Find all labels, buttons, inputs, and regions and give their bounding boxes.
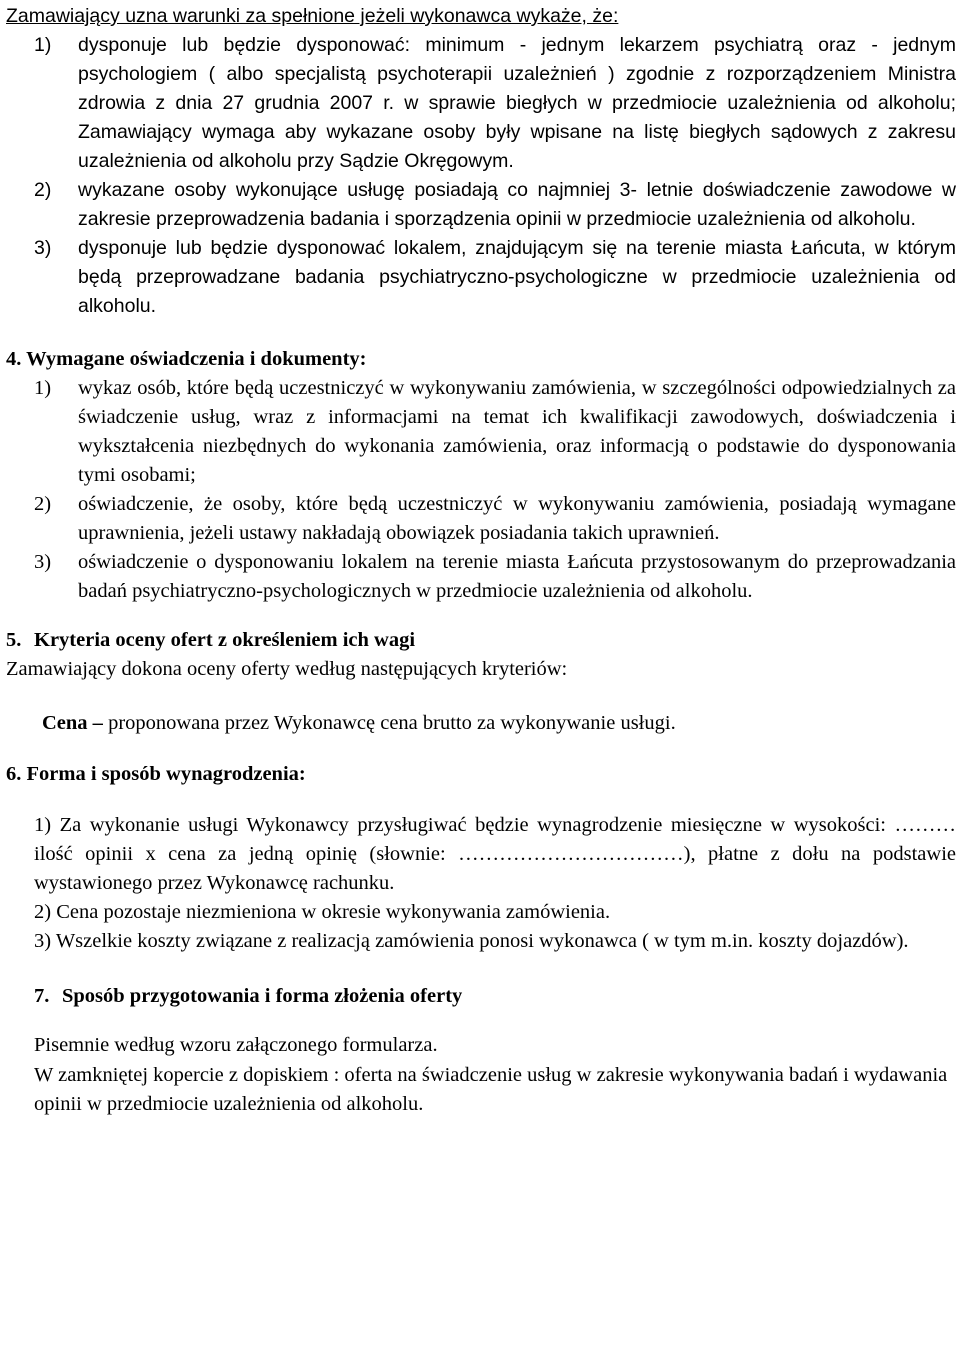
section-5-text: Zamawiający dokona oceny oferty według następujących kryteriów: xyxy=(6,658,568,680)
section-7-heading xyxy=(6,982,956,1011)
section-6-heading: 6. Forma i sposób wynagrodzenia: xyxy=(6,763,306,785)
section-7-number: 7. xyxy=(34,985,50,1007)
item-text: dysponuje lub będzie dysponować: minimum - jednym lekarzem psychiatrą oraz - jednym psychologiem ( albo specjalistą psychoterapii uzależnień ) zgodnie z rozporządzeniem Ministra zdrowia z dnia 27 grudnia 2007 r. w sprawie biegłych w przedmiocie uzależnienia od alkoholu; Zamawiający wymaga aby wykazane osoby były wpisane na listę biegłych sądowych z zakresu uzależnienia od alkoholu przy Sądzie Okręgowym. xyxy=(78,34,956,172)
section-6-body xyxy=(6,811,956,956)
section-5-heading xyxy=(6,626,956,655)
section-5-number: 5. xyxy=(6,629,22,651)
conditions-list xyxy=(6,31,956,321)
section-7-title: Sposób przygotowania i forma złożenia oferty xyxy=(62,985,463,1007)
item-text: oświadczenie, że osoby, które będą uczestniczyć w wykonywaniu zamówienia, posiadają wymagane uprawnienia, jeżeli ustawy nakładają obowiązek posiadania takich uprawnień. xyxy=(78,493,956,544)
list-item xyxy=(6,490,956,548)
price-paragraph: 2) Cena pozostaje niezmieniona w okresie wykonywania zamówienia. xyxy=(34,901,611,923)
item-text: wykazane osoby wykonujące usługę posiadają co najmniej 3- letnie doświadczenie zawodowe w zakresie przeprowadzenia badania i sporządzenia opinii w przedmiocie uzależnienia od alkoholu. xyxy=(78,179,956,230)
costs-paragraph: 3) Wszelkie koszty związane z realizacją zamówienia ponosi wykonawca ( w tym m.in. koszty dojazdów). xyxy=(34,930,909,952)
section-4-heading: 4. Wymagane oświadczenia i dokumenty: xyxy=(6,348,367,370)
item-number: 1) xyxy=(34,34,52,56)
item-text: dysponuje lub będzie dysponować lokalem, znajdującym się na terenie miasta Łańcuta, w którym będą przeprowadzane badania psychiatryczno-psychologiczne w przedmiocie uzależnienia od alkoholu. xyxy=(78,237,956,317)
envelope-paragraph: W zamkniętej kopercie z dopiskiem : oferta na świadczenie usług w zakresie wykonywania badań i wydawania opinii w przedmiocie uzależnienia od alkoholu. xyxy=(34,1064,948,1115)
payment-paragraph: 1) Za wykonanie usługi Wykonawcy przysługiwać będzie wynagrodzenie miesięczne w wysokości: ……… ilość opinii x cena za jedną opinię (słownie: ……………………………), płatne z dołu na podstawie wystawionego przez Wykonawcę rachunku. xyxy=(34,814,956,894)
item-text: wykaz osób, które będą uczestniczyć w wykonywaniu zamówienia, w szczególności odpowiedzialnych za świadczenie usług, wraz z informacjami na temat ich kwalifikacji zawodowych, doświadczenia i wykształcenia niezbędnych do wykonania zamówienia, oraz informacją o podstawie do dysponowania tymi osobami; xyxy=(78,377,956,486)
item-text: oświadczenie o dysponowaniu lokalem na terenie miasta Łańcuta przystosowanym do przeprowadzania badań psychiatryczno-psychologicznych w przedmiocie uzależnienia od alkoholu. xyxy=(78,551,956,602)
section-5-title: Kryteria oceny ofert z określeniem ich wagi xyxy=(34,629,416,651)
item-number: 2) xyxy=(34,493,52,515)
list-item xyxy=(6,176,956,234)
section-7-body xyxy=(6,1031,956,1119)
intro-text: Zamawiający uzna warunki za spełnione jeżeli wykonawca wykaże, że: xyxy=(6,5,619,27)
item-number: 2) xyxy=(34,179,52,201)
item-number: 3) xyxy=(34,237,52,259)
item-number: 3) xyxy=(34,551,52,573)
item-number: 1) xyxy=(34,377,52,399)
form-paragraph: Pisemnie według wzoru załączonego formularza. xyxy=(34,1034,438,1056)
document-page xyxy=(6,0,956,1119)
list-item xyxy=(6,234,956,321)
criterion-line xyxy=(42,709,956,738)
list-item xyxy=(6,31,956,176)
list-item xyxy=(6,374,956,490)
criterion-label: Cena – xyxy=(42,712,103,734)
list-item xyxy=(6,548,956,606)
documents-list xyxy=(6,374,956,606)
criterion-text: proponowana przez Wykonawcę cena brutto za wykonywanie usługi. xyxy=(108,712,676,734)
